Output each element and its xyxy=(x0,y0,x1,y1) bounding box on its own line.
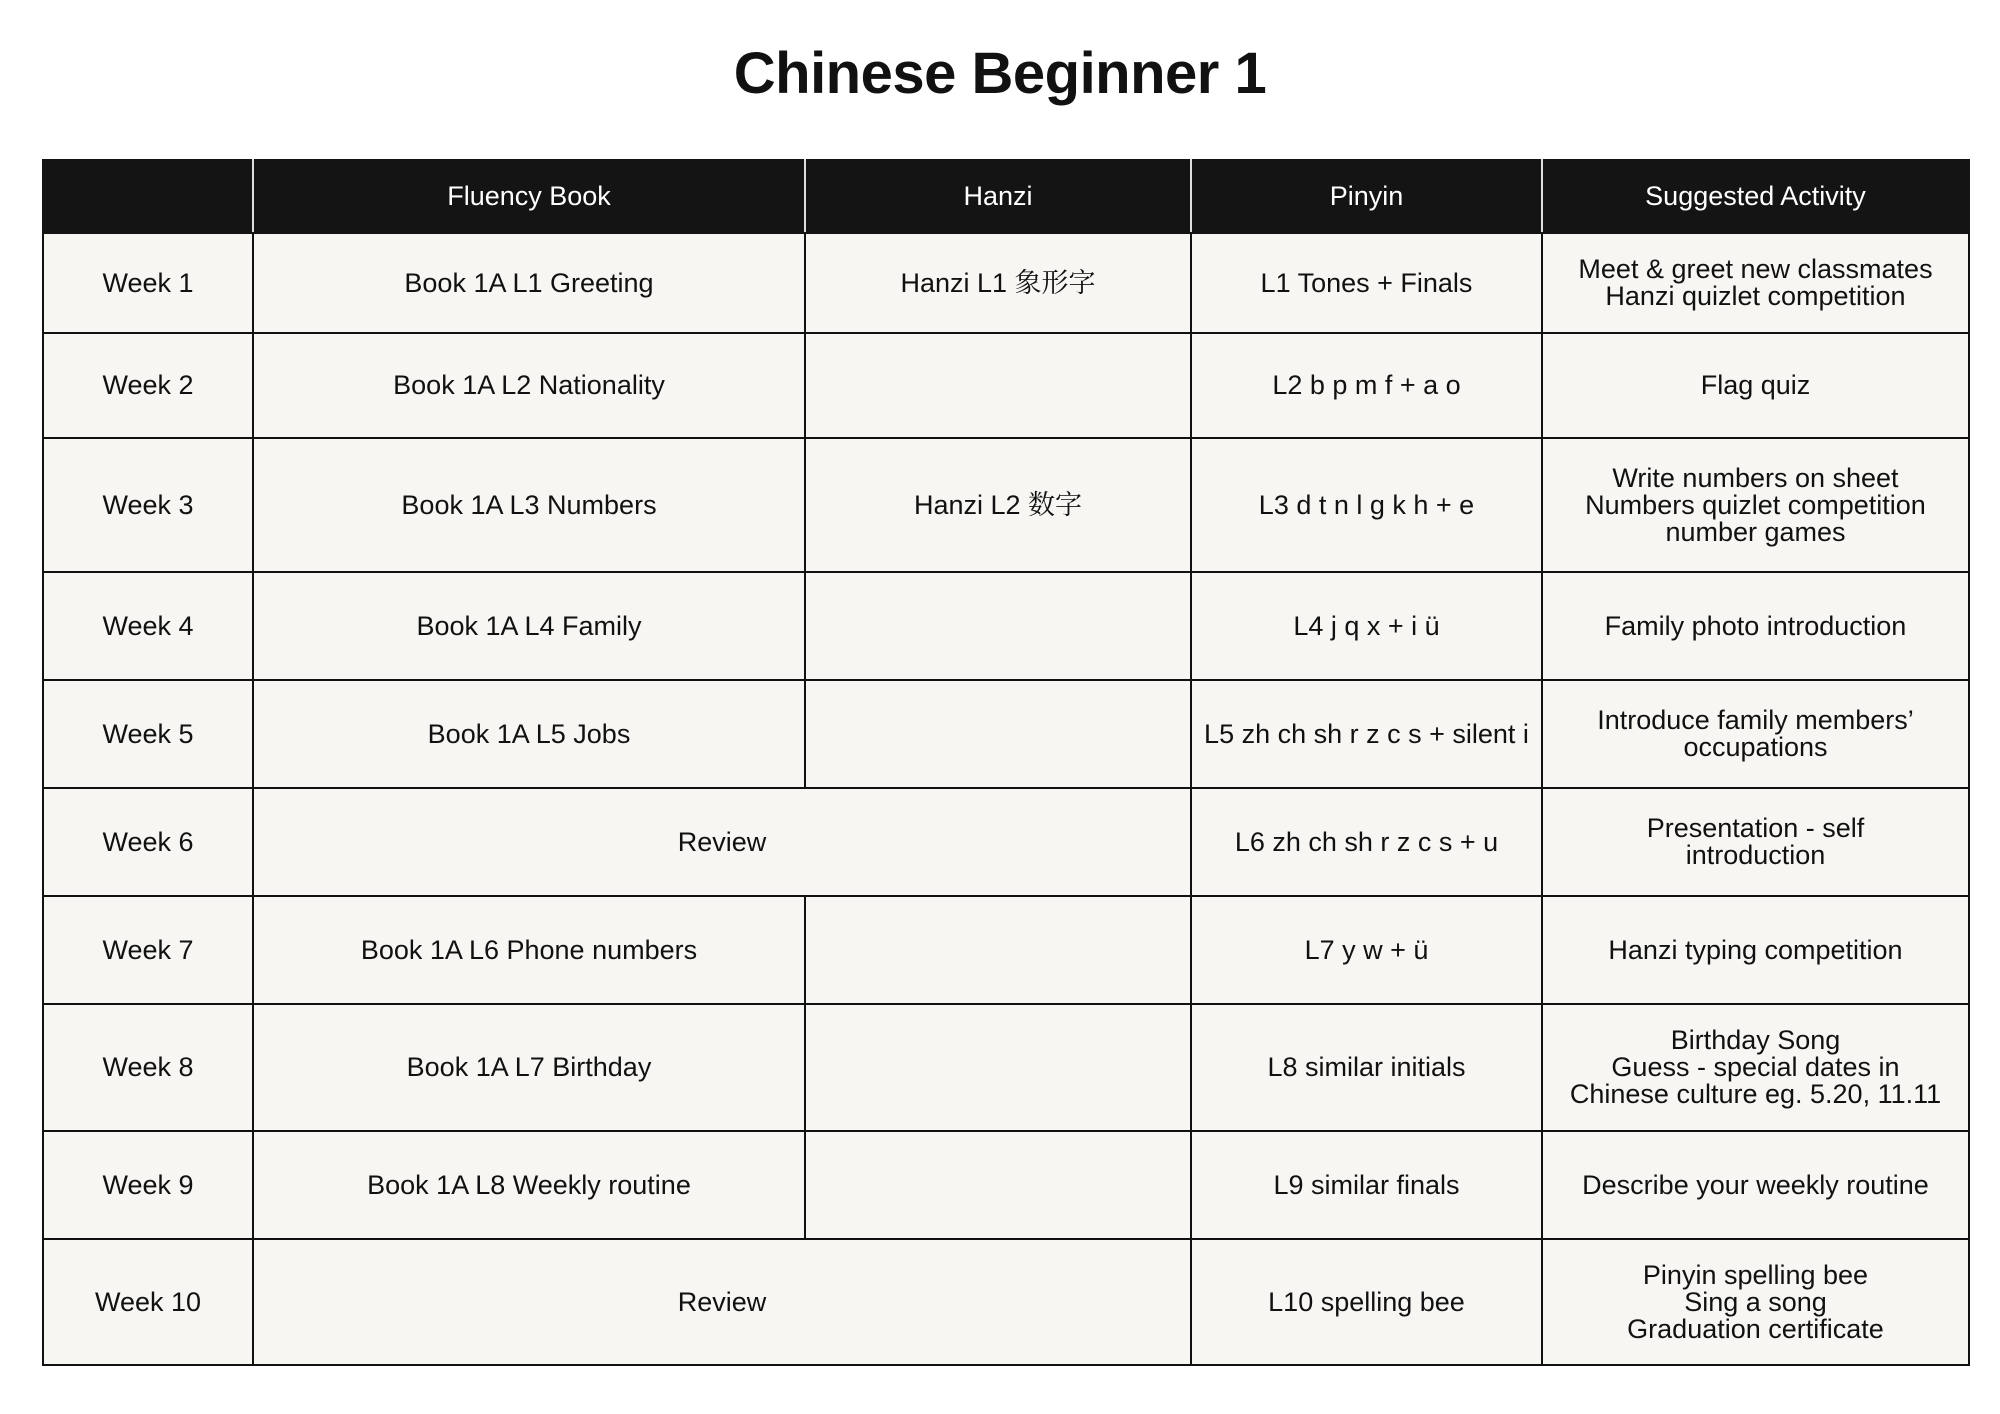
pinyin-cell: L10 spelling bee xyxy=(1191,1239,1542,1365)
table-row xyxy=(43,333,1969,438)
table-row xyxy=(43,1239,1969,1365)
week-cell: Week 7 xyxy=(43,896,253,1004)
week-cell: Week 4 xyxy=(43,572,253,680)
week-cell: Week 5 xyxy=(43,680,253,788)
curriculum-table xyxy=(42,159,1970,1366)
header-pinyin: Pinyin xyxy=(1191,160,1542,233)
week-cell: Week 6 xyxy=(43,788,253,896)
activity-line: Hanzi quizlet competition xyxy=(1605,281,1906,311)
activity-line: Guess - special dates in xyxy=(1611,1052,1900,1082)
book-cell: Book 1A L7 Birthday xyxy=(253,1004,805,1131)
review-cell: Review xyxy=(253,788,1191,896)
page-title: Chinese Beginner 1 xyxy=(733,41,1267,106)
activity-line: Graduation certificate xyxy=(1627,1313,1884,1344)
week-cell: Week 2 xyxy=(43,333,253,438)
review-cell: Review xyxy=(253,1239,1191,1365)
activity-cell xyxy=(1542,438,1969,572)
activity-cell xyxy=(1542,333,1969,438)
book-cell: Book 1A L3 Numbers xyxy=(253,438,805,572)
table-row xyxy=(43,233,1969,333)
hanzi-cell xyxy=(805,680,1191,788)
hanzi-cell: Hanzi L2 数字 xyxy=(805,438,1191,572)
activity-cell xyxy=(1542,1004,1969,1131)
activity-cell xyxy=(1542,1131,1969,1239)
activity-line: Sing a song xyxy=(1684,1286,1827,1317)
pinyin-cell: L1 Tones + Finals xyxy=(1191,233,1542,333)
pinyin-cell: L6 zh ch sh r z c s + u xyxy=(1191,788,1542,896)
header-row xyxy=(43,160,1969,233)
hanzi-cell xyxy=(805,1004,1191,1131)
table-row xyxy=(43,1131,1969,1239)
hanzi-cell xyxy=(805,896,1191,1004)
activity-line: introduction xyxy=(1685,840,1826,870)
pinyin-cell: L7 y w + ü xyxy=(1191,896,1542,1004)
activity-line: number games xyxy=(1665,516,1846,547)
activity-line: Birthday Song xyxy=(1670,1025,1841,1055)
activity-line: Describe your weekly routine xyxy=(1582,1169,1929,1200)
hanzi-cell xyxy=(805,333,1191,438)
pinyin-cell: L5 zh ch sh r z c s + silent i xyxy=(1191,680,1542,788)
activity-line: Introduce family members’ xyxy=(1597,705,1914,735)
pinyin-cell: L4 j q x + i ü xyxy=(1191,572,1542,680)
book-cell: Book 1A L5 Jobs xyxy=(253,680,805,788)
activity-line: Hanzi typing competition xyxy=(1608,934,1903,965)
pinyin-cell: L3 d t n l g k h + e xyxy=(1191,438,1542,572)
activity-line: Flag quiz xyxy=(1700,370,1811,400)
activity-cell xyxy=(1542,572,1969,680)
activity-line: Presentation - self xyxy=(1646,813,1865,843)
activity-line: occupations xyxy=(1683,732,1828,762)
book-cell: Book 1A L1 Greeting xyxy=(253,233,805,333)
week-cell: Week 8 xyxy=(43,1004,253,1131)
book-cell: Book 1A L2 Nationality xyxy=(253,333,805,438)
table-row xyxy=(43,438,1969,572)
table-row xyxy=(43,788,1969,896)
book-cell: Book 1A L4 Family xyxy=(253,572,805,680)
activity-cell xyxy=(1542,896,1969,1004)
pinyin-cell: L9 similar finals xyxy=(1191,1131,1542,1239)
book-cell: Book 1A L8 Weekly routine xyxy=(253,1131,805,1239)
week-cell: Week 1 xyxy=(43,233,253,333)
activity-cell xyxy=(1542,680,1969,788)
activity-cell xyxy=(1542,1239,1969,1365)
hanzi-cell xyxy=(805,572,1191,680)
activity-line: Family photo introduction xyxy=(1604,610,1907,641)
activity-cell xyxy=(1542,788,1969,896)
table-row xyxy=(43,1004,1969,1131)
activity-line: Meet & greet new classmates xyxy=(1578,254,1933,284)
header-week xyxy=(43,160,253,233)
activity-line: Numbers quizlet competition xyxy=(1585,489,1926,520)
activity-line: Pinyin spelling bee xyxy=(1642,1259,1869,1290)
hanzi-cell xyxy=(805,1131,1191,1239)
week-cell: Week 9 xyxy=(43,1131,253,1239)
activity-line: Chinese culture eg. 5.20, 11.11 xyxy=(1569,1079,1942,1109)
table-row xyxy=(43,896,1969,1004)
header-suggested-activity: Suggested Activity xyxy=(1542,160,1969,233)
header-hanzi: Hanzi xyxy=(805,160,1191,233)
book-cell: Book 1A L6 Phone numbers xyxy=(253,896,805,1004)
week-cell: Week 10 xyxy=(43,1239,253,1365)
pinyin-cell: L8 similar initials xyxy=(1191,1004,1542,1131)
table-row xyxy=(43,680,1969,788)
pinyin-cell: L2 b p m f + a o xyxy=(1191,333,1542,438)
header-fluency-book: Fluency Book xyxy=(253,160,805,233)
week-cell: Week 3 xyxy=(43,438,253,572)
activity-cell xyxy=(1542,233,1969,333)
activity-line: Write numbers on sheet xyxy=(1612,462,1899,493)
hanzi-cell: Hanzi L1 象形字 xyxy=(805,233,1191,333)
table-row xyxy=(43,572,1969,680)
